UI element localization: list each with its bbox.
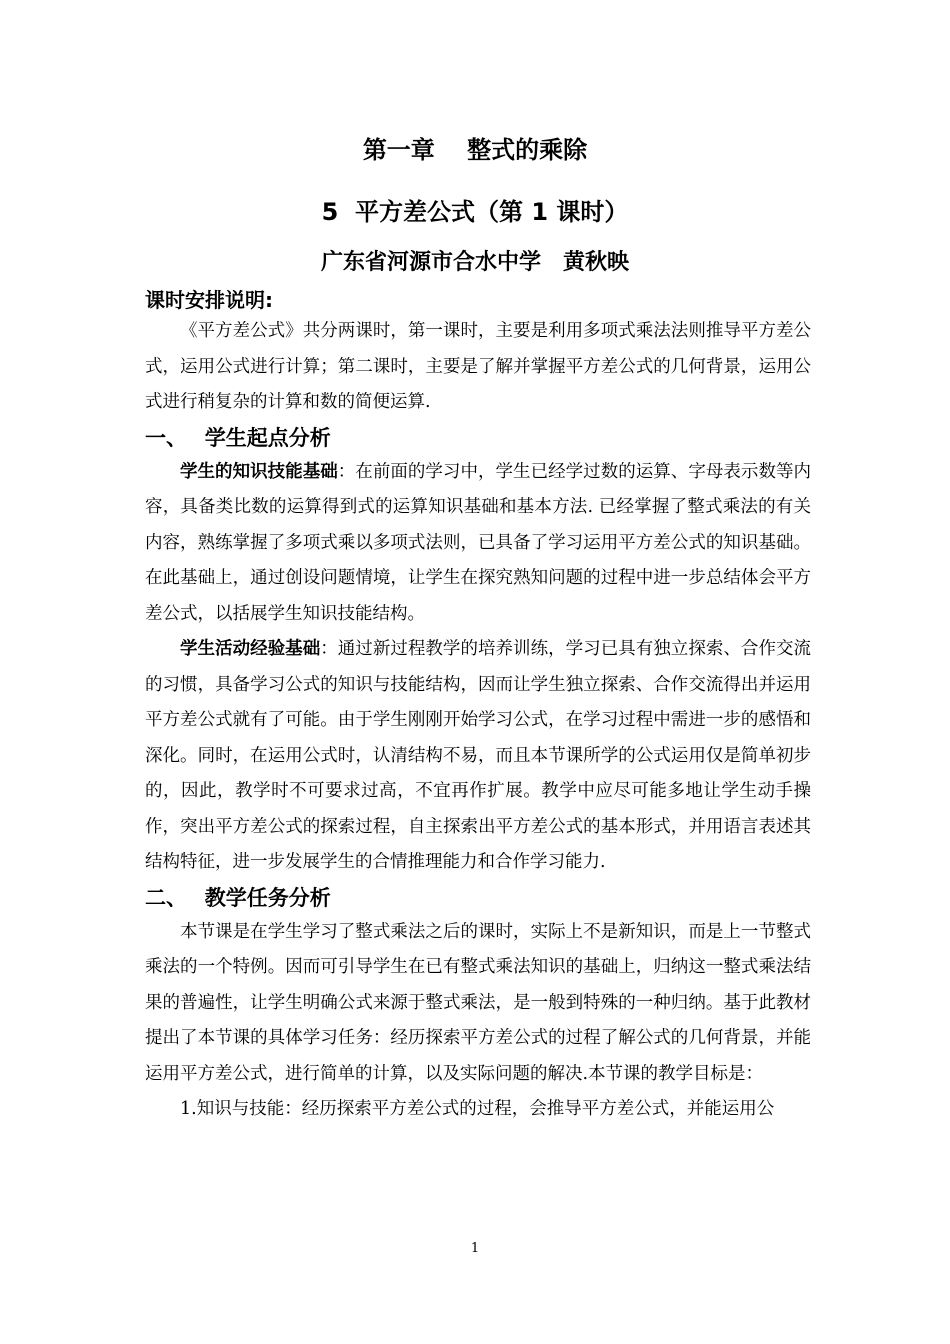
chapter-title: 第一章 整式的乘除 (362, 136, 588, 164)
paragraph-lead: 学生活动经验基础 (180, 639, 321, 659)
lesson-title: 5 平方差公式（第 1 课时） (321, 198, 629, 226)
paragraph-lead: 学生的知识技能基础 (180, 461, 338, 482)
paragraph-text: ：通过新过程教学的培养训练，学习已具有独立探索、合作交流的习惯，具备学习公式的知识与技能结构，因而让学生独立探索、合作交流得出并运用平方差公式就有了可能。由于学生刚刚开始学习公式，在学习过程中需进一步的感悟和深化。同时，在运用公式时，认清结构不易，而且本节课所学的公式运用仅是简单初步的，因此，教学时不可要求过高，不宜再作扩展。教学中应尽可能多地让学生动手操作，突出平方差公式的探索过程，自主探索出平方差公式的基本形式，并用语言表述其结构特征，进一步发展学生的合情推理能力和合作学习能力. (145, 639, 812, 872)
schedule-paragraph: 《平方差公式》共分两课时，第一课时，主要是利用多项式乘法法则推导平方差公式，运用公式进行计算；第二课时，主要是了解并掌握平方差公式的几何背景，运用公式进行稍复杂的计算和数的简便运算. (145, 321, 811, 412)
paragraph-text: ：在前面的学习中，学生已经学过数的运算、字母表示数等内容，具备类比数的运算得到式的运算知识基础和基本方法. 已经掌握了整式乘法的有关内容，熟练掌握了多项式乘以多项式法则，已具备了学习运用平方差公式的知识基础。在此基础上，通过创设问题情境，让学生在探究熟知问题的过程中进一步总结体会平方差公式，以括展学生知识技能结构。 (145, 461, 812, 624)
section-heading-task-analysis: 二、 教学任务分析 (145, 885, 331, 910)
schedule-heading: 课时安排说明: (145, 288, 273, 312)
document-body (145, 286, 811, 1128)
page-number: 1 (470, 1241, 480, 1256)
section-heading-student-analysis: 一、 学生起点分析 (145, 425, 331, 450)
author-line: 广东省河源市合水中学 黄秋映 (320, 250, 629, 275)
experience-base-paragraph (145, 632, 811, 881)
task-analysis-paragraph: 本节课是在学生学习了整式乘法之后的课时，实际上不是新知识，而是上一节整式乘法的一个特例。因而可引导学生在已有整式乘法知识的基础上，归纳这一整式乘法结果的普遍性，让学生明确公式来源于整式乘法，是一般到特殊的一种归纳。基于此教材提出了本节课的具体学习任务：经历探索平方差公式的过程了解公式的几何背景，并能运用平方差公式，进行简单的计算，以及实际问题的解决.本节课的教学目标是： (145, 921, 811, 1084)
knowledge-base-paragraph (145, 455, 811, 633)
objective-paragraph: 1.知识与技能：经历探索平方差公式的过程，会推导平方差公式，并能运用公 (180, 1099, 775, 1119)
